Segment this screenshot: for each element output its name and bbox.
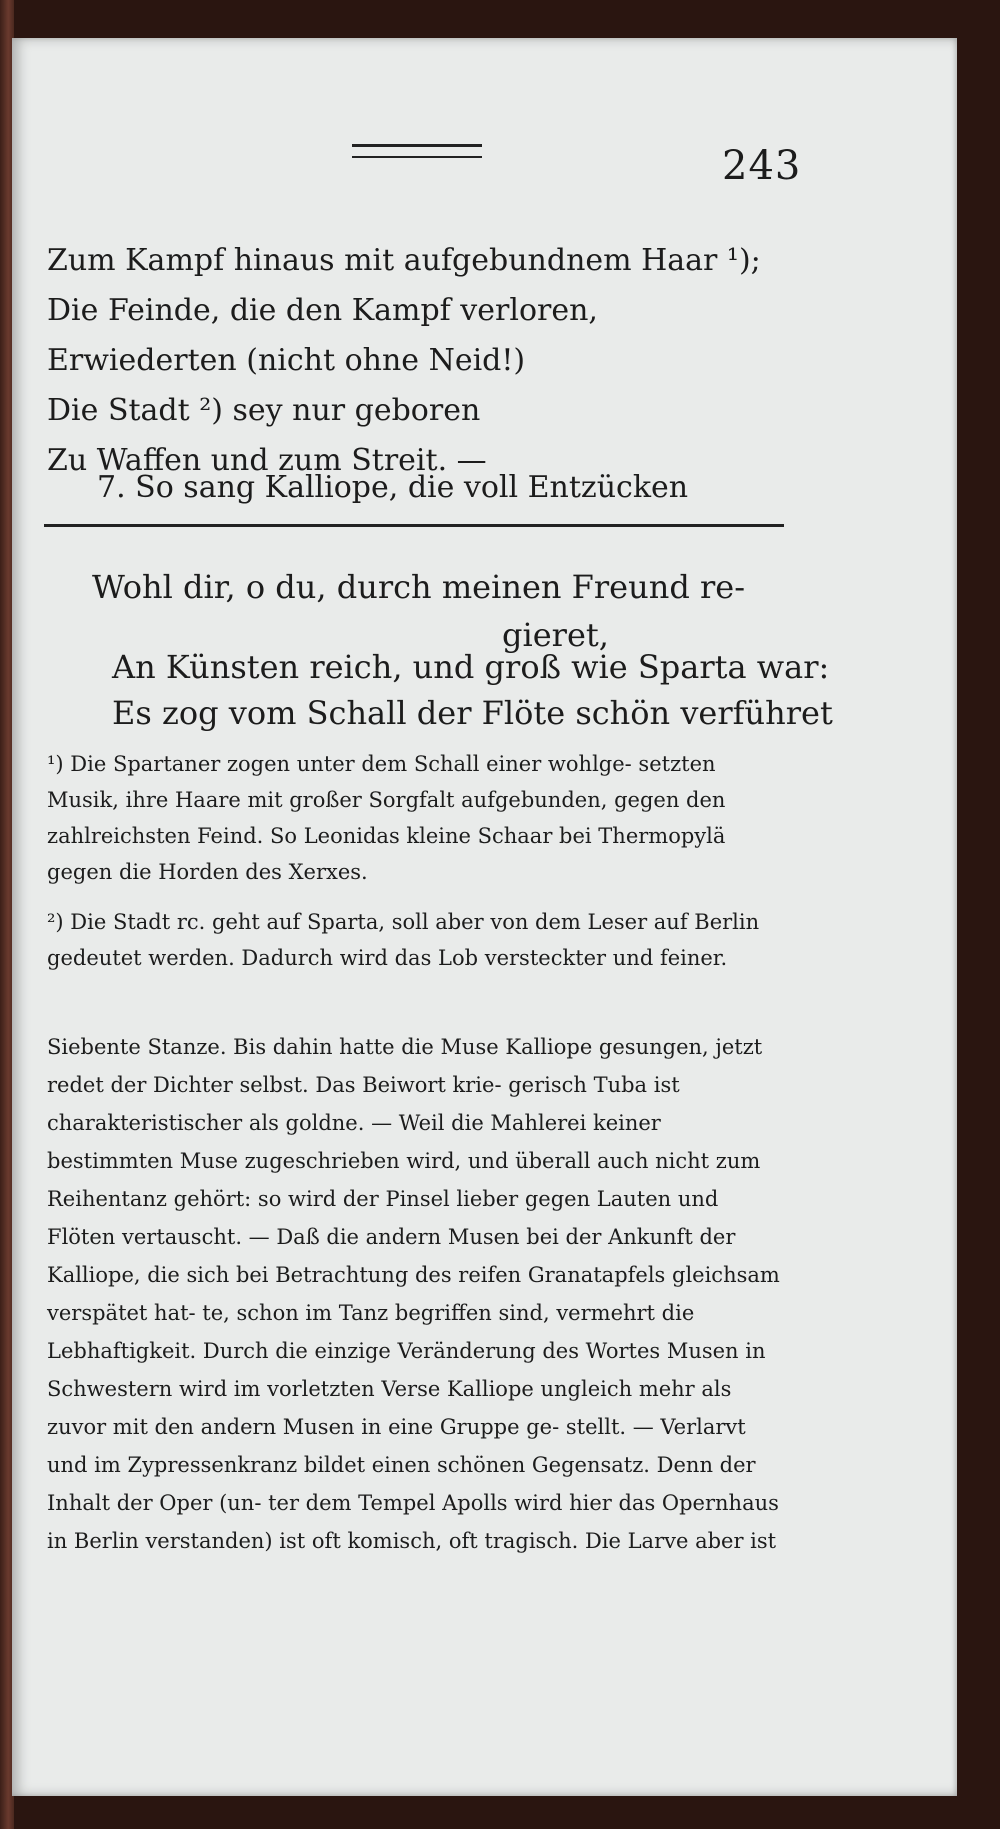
quote-line-4: Es zog vom Schall der Flöte schön verführet: [112, 694, 833, 732]
stanza-heading: 7. So sang Kalliope, die voll Entzücken: [97, 470, 689, 505]
verse-line-3: Erwiederten (nicht ohne Neid!): [47, 343, 526, 378]
commentary-text: Siebente Stanze. Bis dahin hatte die Muse Kalliope gesungen, jetzt redet der Dichter selbst. Das Beiwort krie- gerisch Tuba ist charakteristischer als goldne. — Weil die Mahlerei keiner bestimmten Muse zugeschrieben wird, und überall auch nicht zum Reihentanz gehört: so wird der Pinsel lieber gegen Lauten und Flöten vertauscht. — Daß die andern Musen bei der Ankunft der Kalliope, die sich bei Betrachtung des reifen Granatapfels gleichsam verspätet hat- te, schon im Tanz begriffen sind, vermehrt die Lebhaftigkeit. Durch die einzige Veränderung des Wortes Musen in Schwestern wird im vorletzten Verse Kalliope ungleich mehr als zuvor mit den andern Musen in eine Gruppe ge- stellt. — Verlarvt und im Zypressenkranz bildet einen schönen Gegensatz. Denn der Inhalt der Oper (un- ter dem Tempel Apolls wird hier das Opernhaus in Berlin verstanden) ist oft komisch, oft tragisch. Die Larve aber ist: [47, 1035, 780, 1553]
verse-line-1: Zum Kampf hinaus mit aufgebundnem Haar ¹);: [47, 243, 761, 278]
quote-line-1: Wohl dir, o du, durch meinen Freund re-: [92, 568, 746, 606]
page-number: 243: [722, 143, 802, 189]
verse-line-5: Zu Waffen und zum Streit. —: [47, 443, 487, 478]
footnote-2: ²) Die Stadt rc. geht auf Sparta, soll aber von dem Leser auf Berlin gedeutet werden. Dadurch wird das Lob versteckter und feiner.: [47, 910, 760, 970]
header-rule: [352, 144, 482, 158]
quote-line-2: gieret,: [502, 616, 609, 654]
verse-line-4: Die Stadt ²) sey nur geboren: [47, 393, 481, 428]
section-rule: [44, 524, 784, 527]
footnote-1: ¹) Die Spartaner zogen unter dem Schall einer wohlge- setzten Musik, ihre Haare mit großer Sorgfalt aufgebunden, gegen den zahlreichsten Feind. So Leonidas kleine Schaar bei Thermopylä gegen die Horden des Xerxes.: [47, 752, 726, 884]
quote-line-3: An Künsten reich, und groß wie Sparta war:: [112, 648, 830, 686]
verse-line-2: Die Feinde, die den Kampf verloren,: [47, 293, 598, 328]
book-page: [12, 38, 957, 1796]
